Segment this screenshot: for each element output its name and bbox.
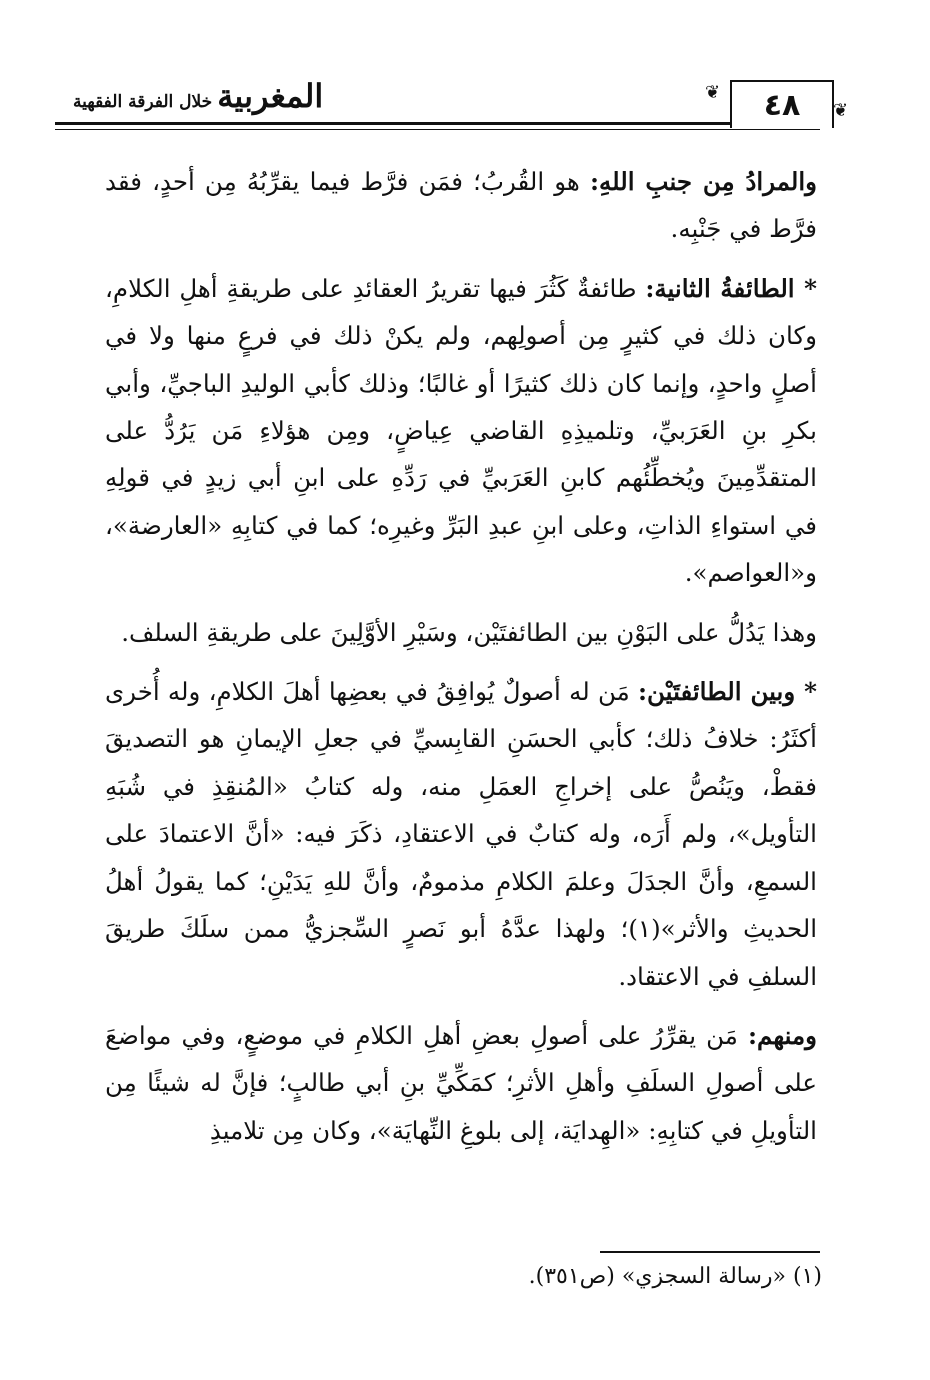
page-number-box	[730, 80, 834, 128]
paragraph	[105, 158, 817, 253]
running-title	[73, 77, 323, 115]
footnote: (١) «رسالة السجزي» (ص٣٥١).	[528, 1264, 822, 1289]
paragraph-text: طائفةٌ كَثُرَ فيها تقريرُ العقائدِ على طريقةِ أهلِ الكلامِ، وكان ذلك في كثيرٍ مِن أصولِهم، ولم يكنْ ذلك في فرعٍ منها ولا في أصلٍ واحدٍ، وإنما كان ذلك كثيرًا أو غالبًا؛ وذلك كأبي الوليدِ الباجيِّ، وأبي بكرِ بنِ العَرَبيِّ، وتلميذِهِ القاضي عِياضٍ، ومِن هؤلاءِ مَن يَرُدُّ على المتقدِّمِينَ ويُخطِّئُهم كابنِ العَرَبيِّ في رَدِّهِ على ابنِ أبي زيدٍ في قولِهِ في استواءِ الذاتِ، وعلى ابنِ عبدِ البَرِّ وغيرِه؛ كما في كتابِهِ «العارضة»، و«العواصم».	[105, 273, 817, 588]
page-number: ٤٨	[763, 87, 801, 123]
header-rule-thin	[55, 129, 820, 130]
paragraph	[105, 265, 817, 597]
paragraph	[105, 668, 817, 1000]
header-rule-thick	[55, 122, 820, 125]
page-header	[55, 62, 849, 132]
paragraph-lead: والمرادُ مِن جنبِ اللهِ:	[589, 167, 817, 196]
paragraph-text: مَن يقرِّرُ على أصولِ بعضِ أهلِ الكلامِ في موضعٍ، وفي مواضعَ على أصولِ السلَفِ وأهلِ الأثرِ؛ كمَكِّيِّ بنِ أبي طالبٍ؛ فإنَّ له شيئًا مِن التأويلِ في كتابِهِ: «الهِدايَة، إلى بلوغِ النِّهايَة»، وكان مِن تلاميذِ	[105, 1020, 817, 1145]
running-title-sub: خلال الفرقة الفقهية	[73, 92, 213, 112]
paragraph-text: هو القُربُ؛ فمَن فرَّط فيما يقرِّبُهُ مِن أحدٍ، فقد فرَّط في جَنْبِه.	[105, 167, 817, 244]
main-text	[105, 158, 817, 1154]
paragraph-text: وهذا يَدُلُّ على البَوْنِ بين الطائفتَيْن، وسَيْرِ الأوَّلِينَ على طريقةِ السلف.	[121, 617, 817, 647]
paragraph-text: مَن له أصولٌ يُوافِقُ في بعضِها أهلَ الكلامِ، وله أُخرى أكثَرُ: خلافُ ذلك؛ كأبي الحسَنِ القابِسيِّ في جعلِ الإيمانِ هو التصديقَ فقطْ، ويَنُصُّ على إخراجِ العمَلِ منه، وله كتابُ «المُنقِذِ في شُبَهِ التأويل»، ولم أَرَه، وله كتابٌ في الاعتقادِ، ذكَرَ فيه: «أنَّ الاعتمادَ على السمعِ، وأنَّ الجدَلَ وعلمَ الكلامِ مذمومٌ، وأنَّ للهِ يَدَيْنِ؛ كما يقولُ أهلُ الحديثِ والأثر»(١)؛ ولهذا عدَّهُ أبو نَصرٍ السِّجزيُّ ممن سلَكَ طريقَ السلفِ في الاعتقاد.	[105, 677, 818, 991]
paragraph	[105, 609, 817, 656]
paragraph-lead: * وبين الطائفتَيْن:	[637, 677, 817, 707]
paragraph	[105, 1012, 817, 1154]
floral-ornament-icon: ❦	[833, 100, 849, 121]
floral-ornament-icon: ❦	[705, 82, 721, 103]
paragraph-lead: * الطائفةُ الثانية:	[645, 273, 817, 303]
paragraph-lead: ومنهم:	[748, 1020, 817, 1050]
running-title-main: المغربية	[217, 77, 324, 115]
footnote-separator	[600, 1251, 820, 1253]
